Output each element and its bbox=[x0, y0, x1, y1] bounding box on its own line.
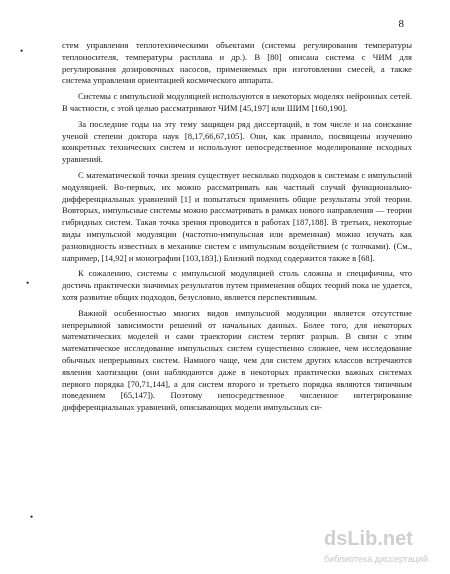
paragraph-3: За последние годы на эту тему защищен ряд диссертаций, в том числе и на соискание ученой степени доктора наук [8,17,66,67,105]. Они, как правило, посвящены изучению конкретных технических систем и используют непосредственное моделирование исходных уравнений. bbox=[62, 118, 412, 165]
paragraph-4: С математической точки зрения существует несколько подходов к системам с импульсной модуляцией. Во-первых, их можно рассматривать как частный случай функционально-дифференциальных уравнений [1] и попытаться применить общие результаты этой теории. Вовторых, импульсные системы можно рассматривать в рамках нового направления — теории гибридных систем. Такая точка зрения проводится в работах [187,188]. В третьих, некоторые виды импульсной модуляции (частотно-импульсная или временная) можно изучать как разновидность известных в механике систем с импульсным воздействием (с толчками). (См., например, [14,92] и монографии [103,183].) Близкий подход содержится также в [68]. bbox=[62, 169, 412, 263]
margin-mark-bottom: • bbox=[30, 512, 34, 522]
watermark bbox=[324, 524, 434, 568]
watermark-subtitle: библиотека диссертаций bbox=[324, 554, 429, 564]
margin-mark-middle: • bbox=[26, 278, 30, 288]
margin-mark-top: • bbox=[20, 46, 24, 56]
paragraph-5: К сожалению, системы с импульсной модуляцией столь сложны и специфичны, что достичь практически значимых результатов путем применения общих теорий пока не удается, хотя развитие общих подходов, безусловно, является перспективным. bbox=[62, 268, 412, 302]
paragraph-2: Системы с импульсной модуляцией используются в некоторых моделях нейронных сетей. В частности, с этой целью рассматривают ЧИМ [45,197] или ШИМ [160,190]. bbox=[62, 91, 412, 113]
watermark-logo: dsLib.net bbox=[324, 528, 413, 550]
paragraph-1: стем управления теплотехническими объектами (системы регулирования температуры теплоносителя, температуры расплава и др.). В [80] описана система с ЧИМ для регулирования дозировочных насосов, применяемых при изготовлении смесей, а также система управления ориентацией космического аппарата. bbox=[62, 40, 412, 86]
page-number: 8 bbox=[398, 18, 404, 30]
paragraph-6: Важной особенностью многих видов импульсной модуляции является отсутствие непрерывной зависимости решений от начальных данных. Более того, для некоторых математических моделей и сами траектории систем терпят разрыв. В связи с этим математическое исследование импульсных систем существенно сложнее, чем исследование обычных непрерывных систем. Намного чаще, чем для систем других классов встречаются явления хаотизации (они наблюдаются даже в некоторых практически важных системах первого порядка [70,71,144], а для систем второго и третьего порядка являются типичным поведением [65,147]). Поэтому непосредственное численное интегрирование дифференциальных уравнений, описывающих модели импульсных си- bbox=[62, 307, 412, 413]
page-body bbox=[62, 40, 412, 418]
